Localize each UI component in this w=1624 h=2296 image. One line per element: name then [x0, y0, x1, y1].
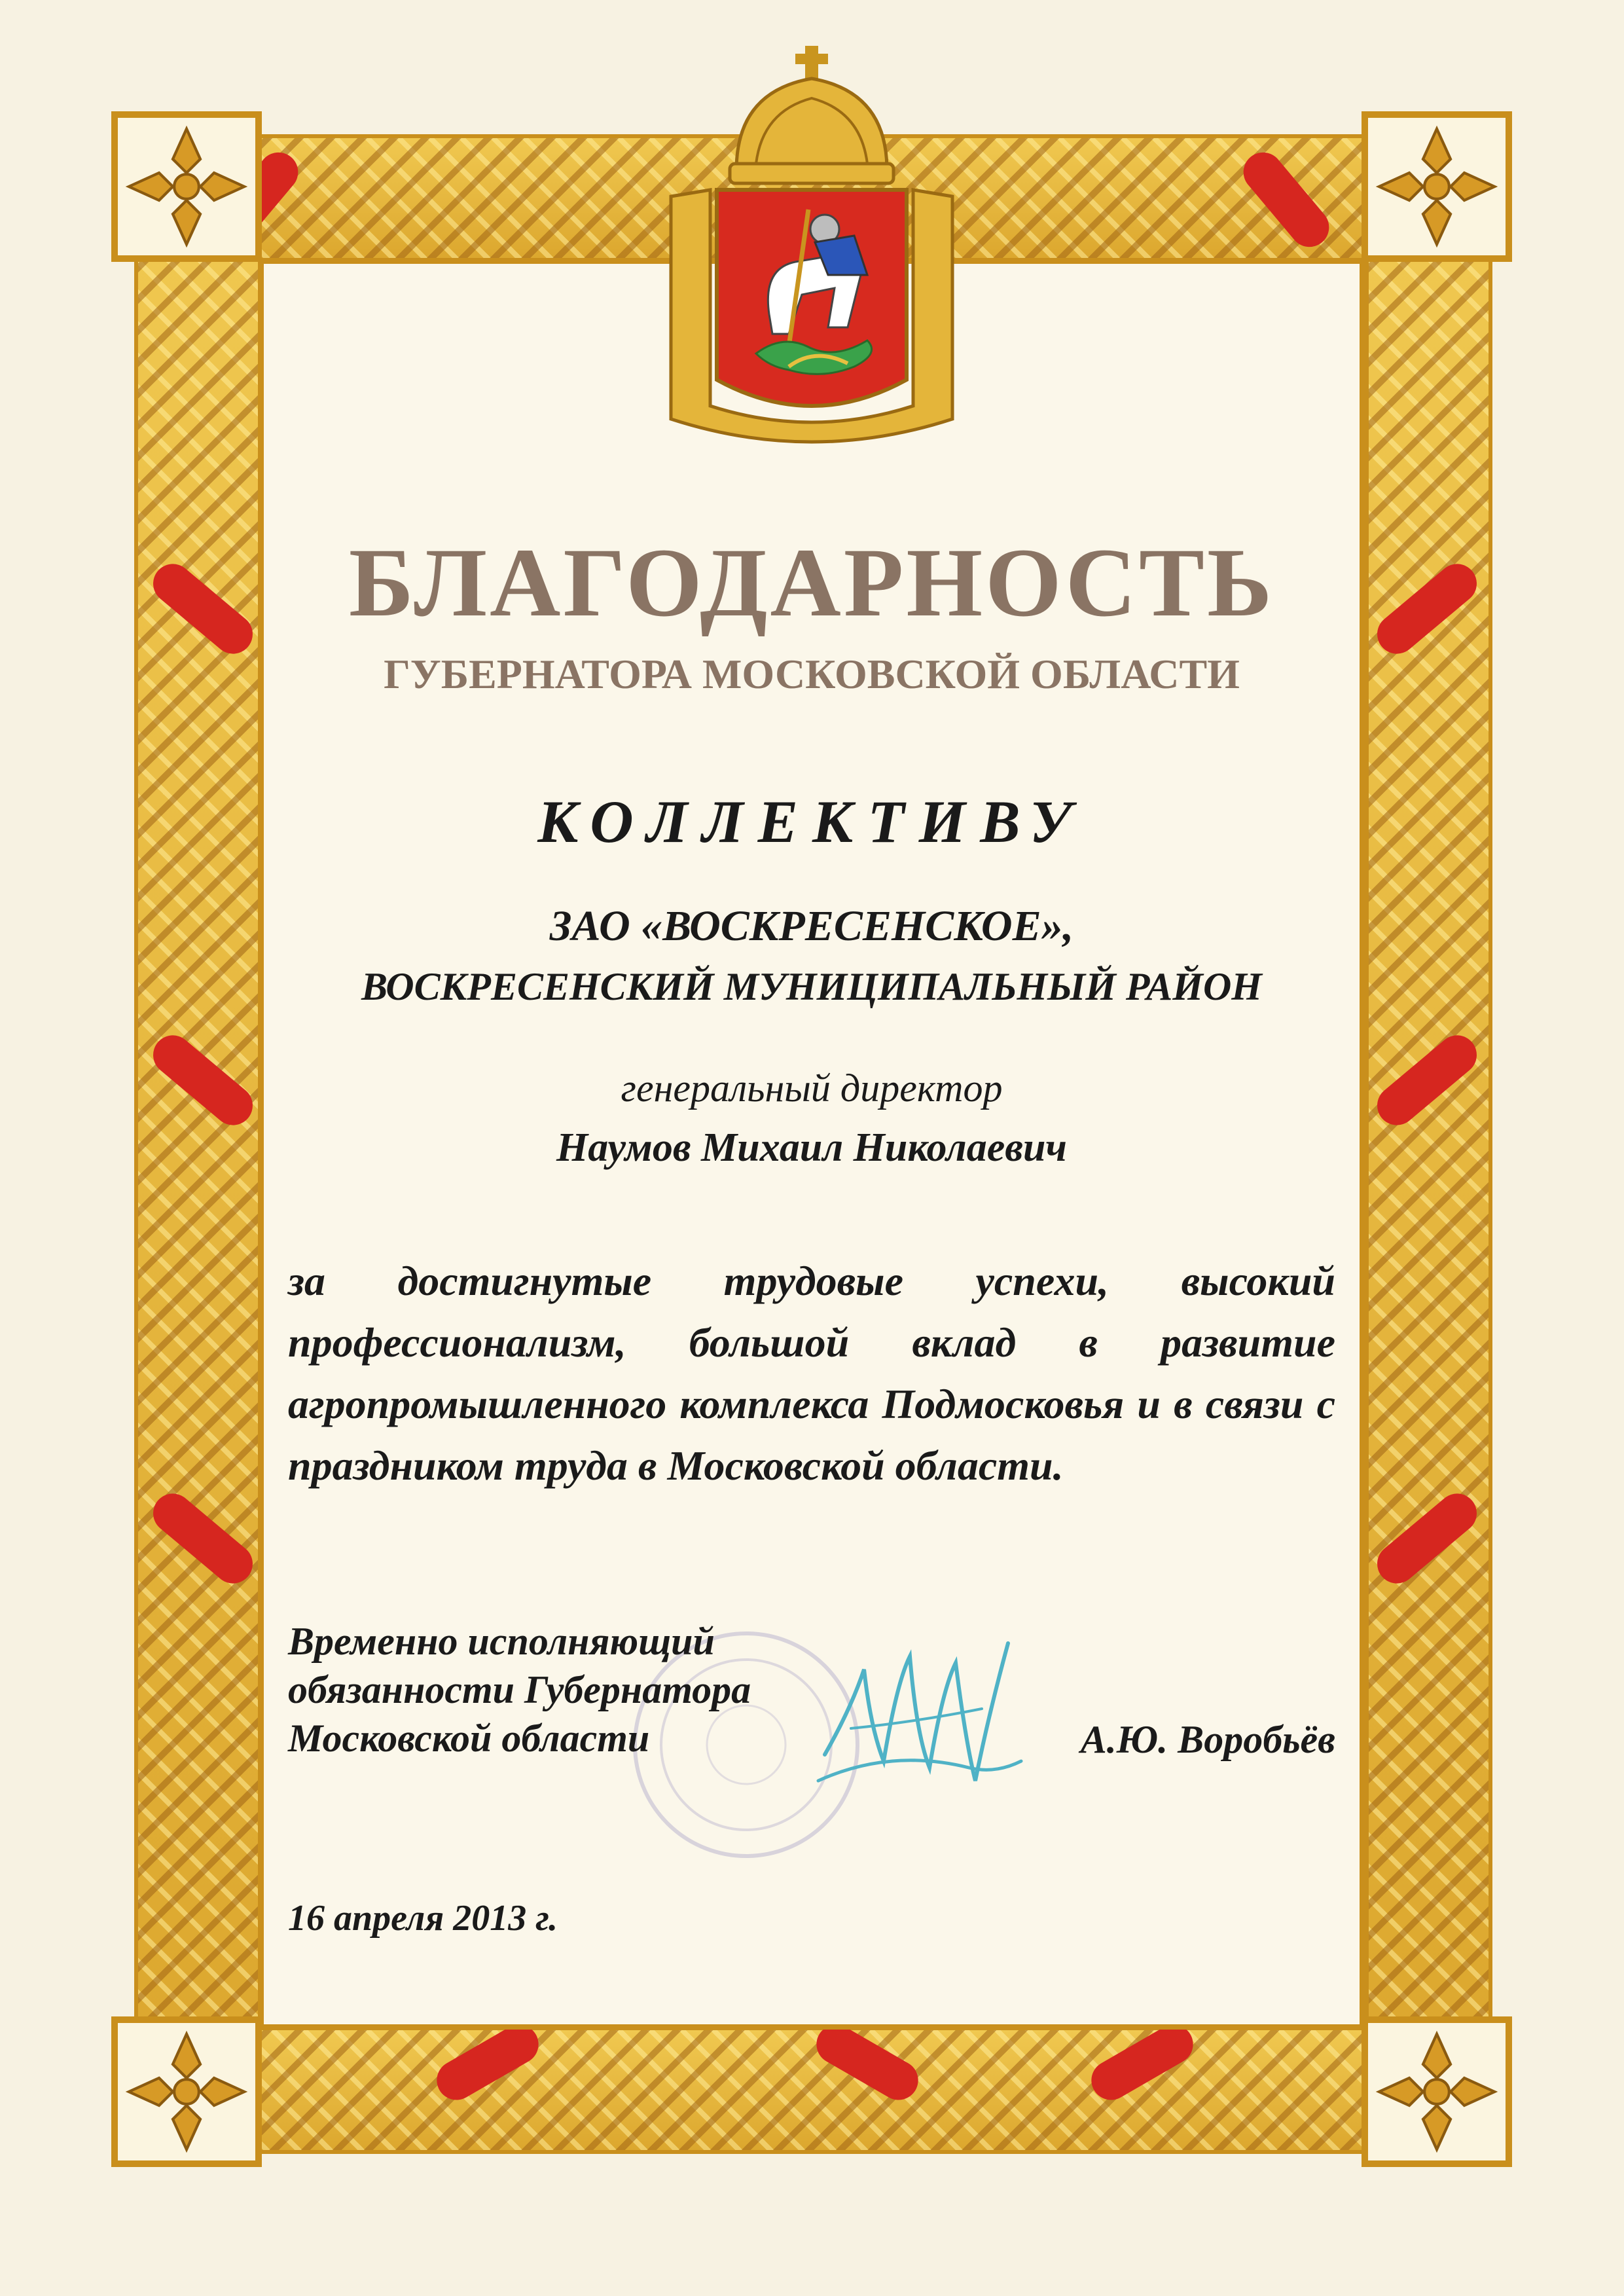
signer-name: А.Ю. Воробьёв [1080, 1718, 1335, 1761]
frame-bottom-border [196, 2026, 1427, 2154]
moscow-oblast-coat-of-arms-icon [658, 39, 965, 445]
certificate-title: БЛАГОДАРНОСТЬ [348, 528, 1275, 637]
issue-date: 16 апреля 2013 г. [288, 1898, 558, 1939]
organization-name: ЗАО «ВОСКРЕСЕНСКОЕ», [549, 902, 1074, 950]
recipient-heading: КОЛЛЕКТИВУ [537, 788, 1086, 855]
organization-district: ВОСКРЕСЕНСКИЙ МУНИЦИПАЛЬНЫЙ РАЙОН [361, 965, 1262, 1008]
ornamental-cross-icon [1362, 2016, 1512, 2167]
frame-right-border [1365, 196, 1492, 2095]
frame-left-border [134, 196, 262, 2095]
signer-title: Временно исполняющий обязанности Губернатора Московской области [288, 1620, 751, 1760]
ornamental-cross-icon [1362, 111, 1512, 262]
certificate-subtitle: ГУБЕРНАТОРА МОСКОВСКОЙ ОБЛАСТИ [384, 651, 1240, 697]
person-position: генеральный директор [621, 1066, 1003, 1110]
award-reason: за достигнутые трудовые успехи, высокий профессионализм, большой вклад в развитие агропромышленного комплекса Подмосковья и в связи с праздником труда в Московской области. [288, 1258, 1335, 1489]
ornamental-cross-icon [111, 111, 262, 262]
person-name: Наумов Михаил Николаевич [556, 1125, 1067, 1170]
ornamental-cross-icon [111, 2016, 262, 2167]
